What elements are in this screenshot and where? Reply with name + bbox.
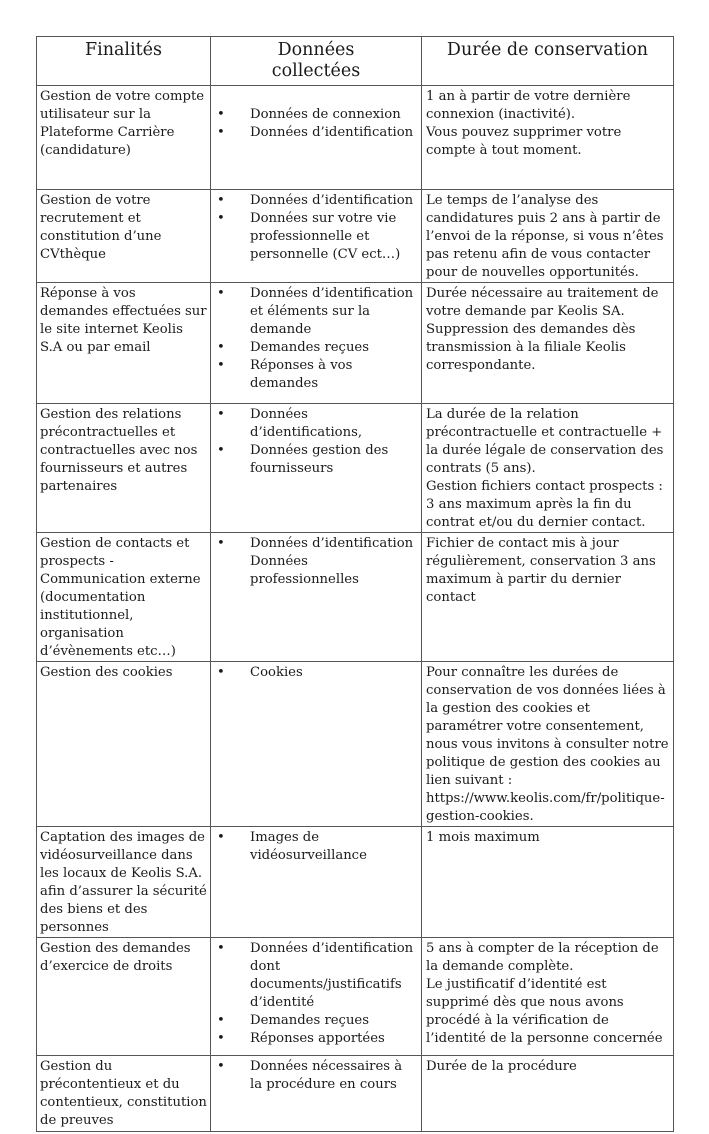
cell-duree (422, 827, 674, 938)
cell-finalite (37, 533, 211, 662)
duree-paragraph: 1 mois maximum (426, 830, 540, 845)
table-row (37, 86, 674, 190)
donnee-text: Données gestion des fournisseurs (250, 443, 389, 476)
donnee-text: Réponses apportées (250, 1031, 385, 1046)
cell-finalite (37, 938, 211, 1056)
donnee-item (214, 1012, 418, 1030)
cell-donnees (211, 86, 422, 190)
retention-table (36, 36, 674, 1132)
donnee-text: Données d’identification dont documents/justificatifs d’identité (250, 941, 414, 1010)
table-row (37, 938, 674, 1056)
donnee-text: Réponses à vos demandes (250, 358, 353, 391)
donnee-item (214, 192, 418, 210)
cell-duree (422, 533, 674, 662)
finalite-text: Gestion de contacts et prospects - Communication externe (documentation institutionnel, organisation d’évènements etc…) (40, 536, 201, 659)
cell-duree (422, 190, 674, 283)
cell-finalite (37, 404, 211, 533)
donnee-text (250, 88, 418, 106)
donnee-text: Cookies (250, 665, 303, 680)
donnee-item (214, 210, 418, 264)
duree-paragraph: Pour connaître les durées de conservation de vos données liées à la gestion des cookies et paramétrer votre consentement, nous vous invitons à consulter notre politique de gestion des cookies au lien suivant : https://www.keolis.com/fr/politique-gestion-cookies. (426, 665, 669, 824)
donnee-item (214, 1030, 418, 1048)
bullet-icon: • (217, 125, 225, 140)
bullet-icon: • (217, 941, 225, 956)
header-donnees-line2: collectées (271, 61, 361, 81)
cell-finalite (37, 1056, 211, 1132)
bullet-icon: • (217, 830, 225, 845)
duree-paragraph: 1 an à partir de votre dernière connexion (inactivité). (426, 89, 631, 122)
bullet-icon: • (217, 107, 225, 122)
table-row (37, 662, 674, 827)
cell-duree (422, 938, 674, 1056)
cell-duree (422, 404, 674, 533)
donnee-item (214, 535, 418, 589)
bullet-icon: • (217, 340, 225, 355)
duree-paragraph: Suppression des demandes dès transmission à la filiale Keolis correspondante. (426, 322, 636, 373)
finalite-text: Gestion de votre compte utilisateur sur la Plateforme Carrière (candidature) (40, 89, 205, 158)
cell-duree (422, 662, 674, 827)
donnee-item (214, 406, 418, 442)
cell-finalite (37, 827, 211, 938)
finalite-text: Gestion des cookies (40, 665, 173, 680)
donnee-item (214, 106, 418, 124)
finalite-text: Gestion des demandes d’exercice de droits (40, 941, 191, 974)
table-row (37, 533, 674, 662)
cell-duree (422, 1056, 674, 1132)
cell-finalite (37, 662, 211, 827)
bullet-icon: • (217, 211, 225, 226)
duree-paragraph: Vous pouvez supprimer votre compte à tout moment. (426, 125, 622, 158)
duree-paragraph: Gestion fichiers contact prospects : 3 ans maximum après la fin du contrat et/ou du dernier contact. (426, 479, 663, 530)
table-row (37, 1056, 674, 1132)
donnee-item (214, 285, 418, 339)
donnee-text: Données sur votre vie professionnelle et personnelle (CV ect…) (250, 211, 401, 262)
header-finalites: Finalités (37, 37, 211, 86)
header-donnees-line1: Données (277, 40, 355, 60)
cell-donnees (211, 190, 422, 283)
finalite-text: Gestion des relations précontractuelles et contractuelles avec nos fournisseurs et autres partenaires (40, 407, 198, 494)
donnee-item (214, 88, 418, 106)
finalite-text: Gestion de votre recrutement et constitution d’une CVthèque (40, 193, 162, 262)
bullet-icon: • (217, 286, 225, 301)
header-duree: Durée de conservation (422, 37, 674, 86)
cell-donnees (211, 533, 422, 662)
donnee-text: Données d’identifications, (250, 407, 363, 440)
donnee-text: Images de vidéosurveillance (250, 830, 367, 863)
table-row (37, 827, 674, 938)
duree-paragraph: Le temps de l’analyse des candidatures puis 2 ans à partir de l’envoi de la réponse, si vous n’êtes pas retenu afin de vous contacter pour de nouvelles opportunités. (426, 193, 664, 280)
donnee-item (214, 357, 418, 393)
bullet-icon: • (217, 1031, 225, 1046)
cell-donnees (211, 938, 422, 1056)
duree-paragraph: Durée nécessaire au traitement de votre demande par Keolis SA. (426, 286, 659, 319)
cell-duree (422, 283, 674, 404)
donnee-item (214, 829, 418, 865)
donnee-item (214, 442, 418, 478)
bullet-icon (214, 88, 250, 106)
bullet-icon: • (217, 193, 225, 208)
donnee-item (214, 940, 418, 1012)
duree-paragraph: Fichier de contact mis à jour régulièrement, conservation 3 ans maximum à partir du dernier contact (426, 536, 656, 605)
donnee-item (214, 664, 418, 682)
bullet-icon: • (217, 443, 225, 458)
donnee-text: Données de connexion (250, 107, 401, 122)
bullet-icon: • (217, 1059, 225, 1074)
donnee-text: Données d’identification (250, 125, 414, 140)
table-row (37, 190, 674, 283)
bullet-icon: • (217, 1013, 225, 1028)
donnee-text: Données d’identification et éléments sur la demande (250, 286, 414, 337)
finalite-text: Captation des images de vidéosurveillance dans les locaux de Keolis S.A. afin d’assurer la sécurité des biens et des personnes (40, 830, 207, 935)
finalite-text: Réponse à vos demandes effectuées sur le site internet Keolis S.A ou par email (40, 286, 207, 355)
donnee-text: Demandes reçues (250, 1013, 370, 1028)
donnee-text: Demandes reçues (250, 340, 370, 355)
cell-donnees (211, 404, 422, 533)
cell-finalite (37, 190, 211, 283)
bullet-icon: • (217, 358, 225, 373)
duree-paragraph: La durée de la relation précontractuelle et contractuelle + la durée légale de conservation des contrats (5 ans). (426, 407, 664, 476)
table-row (37, 404, 674, 533)
cell-donnees (211, 827, 422, 938)
duree-paragraph: Le justificatif d’identité est supprimé dès que nous avons procédé à la vérification de l’identité de la personne concernée (426, 977, 663, 1046)
duree-paragraph: 5 ans à compter de la réception de la demande complète. (426, 941, 659, 974)
cell-donnees (211, 662, 422, 827)
cell-donnees (211, 283, 422, 404)
finalite-text: Gestion du précontentieux et du contentieux, constitution de preuves (40, 1059, 207, 1128)
donnee-item (214, 1058, 418, 1094)
donnee-text: Données nécessaires à la procédure en cours (250, 1059, 403, 1092)
bullet-icon: • (217, 407, 225, 422)
donnee-text: Données d’identification (250, 193, 414, 208)
cell-donnees (211, 1056, 422, 1132)
donnee-item (214, 124, 418, 142)
table-row (37, 283, 674, 404)
header-row (37, 37, 674, 86)
cell-duree (422, 86, 674, 190)
duree-paragraph: Durée de la procédure (426, 1059, 577, 1074)
cell-finalite (37, 86, 211, 190)
header-donnees (211, 37, 422, 86)
bullet-icon: • (217, 665, 225, 680)
donnee-item (214, 339, 418, 357)
donnee-text: Données d’identification Données professionnelles (250, 536, 414, 587)
bullet-icon: • (217, 536, 225, 551)
cell-finalite (37, 283, 211, 404)
